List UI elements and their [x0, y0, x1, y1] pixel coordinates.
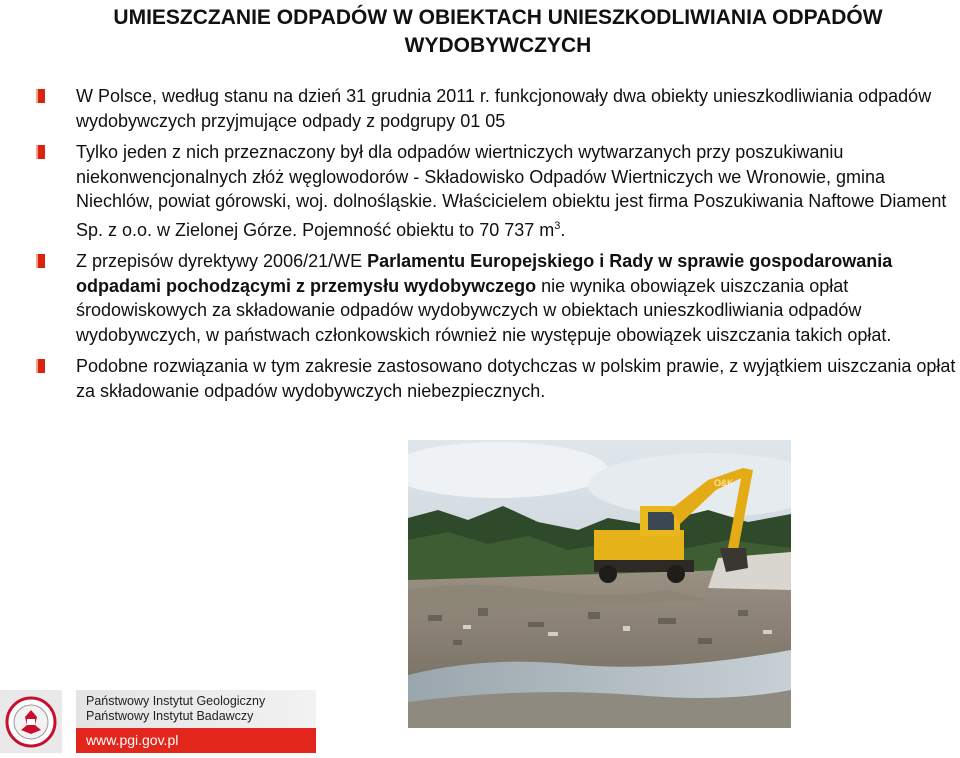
excavator-photo	[408, 440, 791, 728]
footer-institute	[76, 690, 316, 753]
bullet-item	[36, 140, 956, 242]
bullet-marker-icon	[36, 89, 45, 103]
bullet-text-pre: Z przepisów dyrektywy 2006/21/WE	[76, 251, 368, 271]
institute-name: Państwowy Instytut Geologiczny	[86, 694, 266, 708]
footer-names	[76, 690, 316, 728]
bullet-text: Podobne rozwiązania w tym zakresie zastosowano dotychczas w polskim prawie, z wyjątkiem uiszczania opłat za składowanie odpadów wydobywczych niebezpiecznych.	[76, 356, 956, 401]
bullet-item	[36, 249, 956, 347]
bullet-item	[36, 354, 956, 403]
bullet-marker-icon	[36, 145, 45, 159]
excavator-brand: O&K	[714, 478, 734, 488]
bullet-item	[36, 84, 956, 133]
bullet-text: Tylko jeden z nich przeznaczony był dla odpadów wiertniczych wytwarzanych przy poszukiwaniu niekonwencjonalnych złóż węglowodorów - Składowisko Odpadów Wiertniczych we Wronowie, gmina Niechlów, powiat górowski, woj. dolnośląskie. Właścicielem obiektu jest firma Poszukiwania Naftowe Diament Sp. z o.o. w Zielonej Górze. Pojemność obiektu to 70 737 m	[76, 142, 947, 240]
bullet-marker-icon	[36, 254, 45, 268]
bullet-text-post: nie wynika obowiązek uiszczania opłat środowiskowych za składowanie odpadów wydobywczych w obiektach unieszkodliwiania odpadów wydobywczych, w państwach członkowskich również nie występuje obowiązek uiszczania takich opłat.	[76, 275, 892, 345]
pgi-logo	[0, 690, 62, 753]
bullet-list	[36, 84, 956, 410]
institute-subname: Państwowy Instytut Badawczy	[86, 709, 254, 723]
bullet-text-bold: Parlamentu Europejskiego i Rady w sprawie gospodarowania odpadami pochodzącymi z przemysłu wydobywczego	[76, 251, 893, 296]
slide-title: UMIESZCZANIE ODPADÓW W OBIEKTACH UNIESZKODLIWIANIA ODPADÓW WYDOBYWCZYCH	[113, 6, 883, 57]
superscript-unit: 3	[554, 219, 561, 232]
bullet-text: W Polsce, według stanu na dzień 31 grudnia 2011 r. funkcjonowały dwa obiekty unieszkodliwiania odpadów wydobywczych przyjmujące odpady z podgrupy 01 05	[76, 86, 932, 131]
bullet-tail: .	[560, 219, 566, 240]
bullet-marker-icon	[36, 359, 45, 373]
website-link[interactable]: www.pgi.gov.pl	[76, 728, 316, 753]
